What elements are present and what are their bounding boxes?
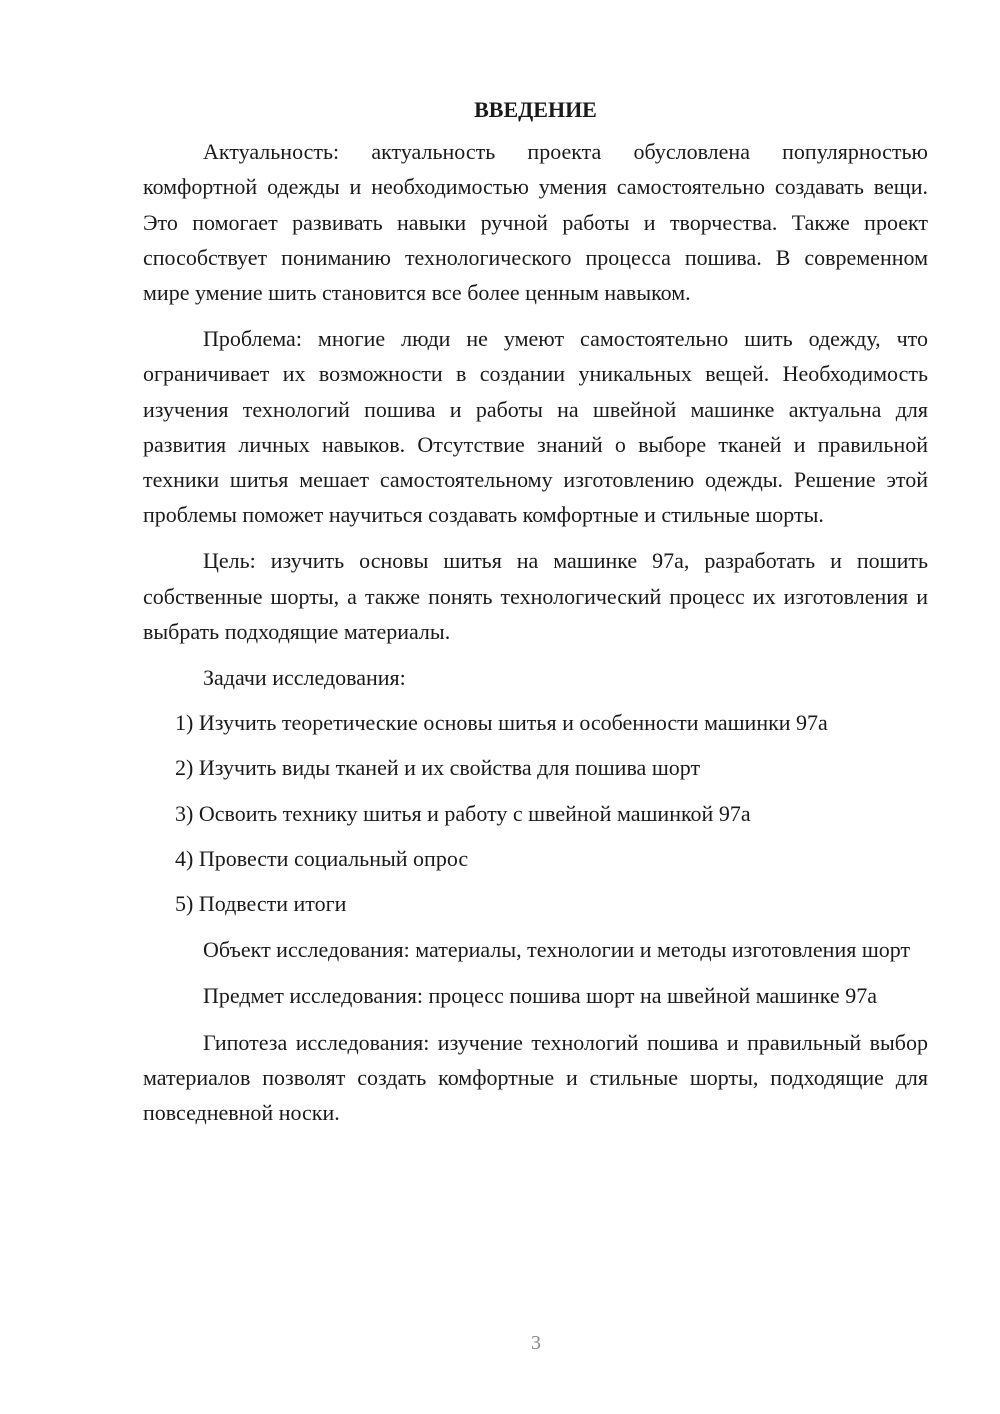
task-item: 2) Изучить виды тканей и их свойства для пошива шорт <box>175 755 701 781</box>
task-item: 5) Подвести итоги <box>175 891 347 917</box>
task-item: 4) Провести социальный опрос <box>175 845 469 871</box>
subject-paragraph: Предмет исследования: процесс пошива шорт на швейной машинке 97а <box>203 983 877 1009</box>
goal-paragraph: Цель: изучить основы шитья на машинке 97а, разработать и пошить собственные шорты, а также понять технологический процесс их изготовления и выбрать подходящие материалы. <box>143 548 928 644</box>
page-number: 3 <box>531 1332 541 1354</box>
task-item: 3) Освоить технику шитья и работу с швейной машинкой 97а <box>175 800 751 826</box>
task-item: 1) Изучить теоретические основы шитья и особенности машинки 97а <box>175 710 828 736</box>
page-title: ВВЕДЕНИЕ <box>474 97 597 122</box>
tasks-heading: Задачи исследования: <box>203 665 406 691</box>
relevance-paragraph: Актуальность: актуальность проекта обусловлена популярностью комфортной одежды и необходимостью умения самостоятельно создавать вещи. Это помогает развивать навыки ручной работы и творчества. Также проект способствует пониманию технологического процесса пошива. В современном мире умение шить становится все более ценным навыком. <box>143 139 928 306</box>
hypothesis-paragraph: Гипотеза исследования: изучение технологий пошива и правильный выбор материалов позволят создать комфортные и стильные шорты, подходящие для повседневной носки. <box>143 1029 928 1126</box>
object-paragraph: Объект исследования: материалы, технологии и методы изготовления шорт <box>203 937 911 963</box>
problem-paragraph: Проблема: многие люди не умеют самостоятельно шить одежду, что ограничивает их возможности в создании уникальных вещей. Необходимость изучения технологий пошива и работы на швейной машинке актуальна для развития личных навыков. Отсутствие знаний о выборе тканей и правильной техники шитья мешает самостоятельному изготовлению одежды. Решение этой проблемы поможет научиться создавать комфортные и стильные шорты. <box>143 326 928 528</box>
page-content <box>143 92 928 1130</box>
